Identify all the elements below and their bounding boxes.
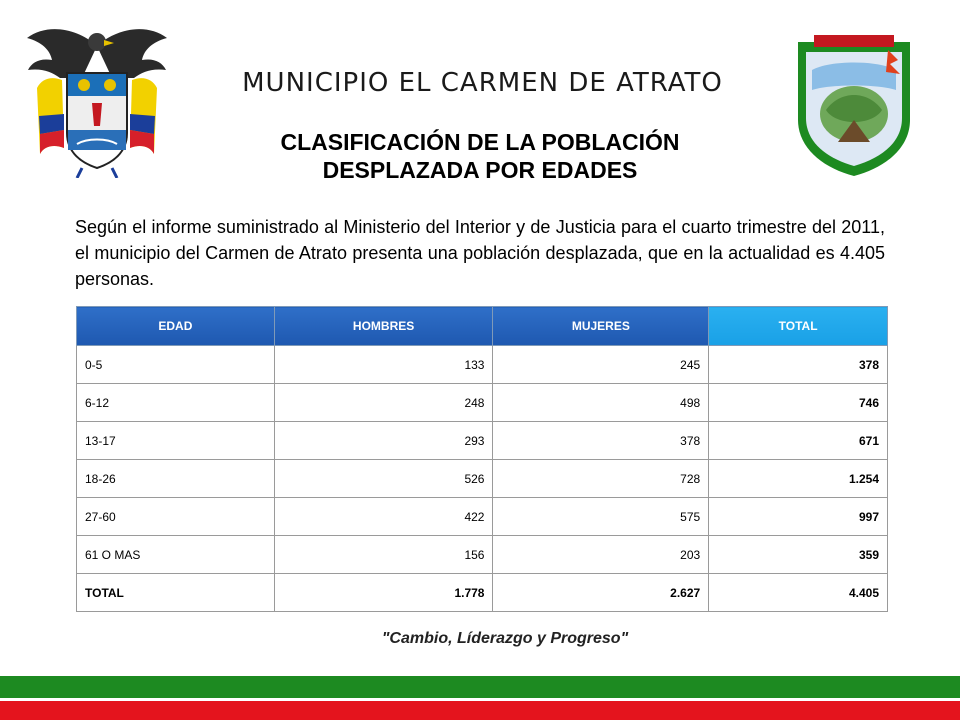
cell-edad: 61 O MAS (77, 536, 275, 574)
cell-mujeres: 245 (493, 346, 709, 384)
cell-edad: 18-26 (77, 460, 275, 498)
municipal-shield-icon (790, 30, 918, 180)
table-header-row (77, 307, 888, 346)
cell-hombres: 526 (274, 460, 493, 498)
cell-total: 746 (709, 384, 888, 422)
table-row (77, 346, 888, 384)
table-row (77, 536, 888, 574)
table-row (77, 498, 888, 536)
intro-paragraph: Según el informe suministrado al Ministerio del Interior y de Justicia para el cuarto trimestre del 2011, el municipio del Carmen de Atrato presenta una población desplazada, que en la actualidad es 4.405 personas. (75, 217, 885, 289)
slogan: "Cambio, Líderazgo y Progreso" (381, 630, 629, 647)
header-hombres: HOMBRES (274, 307, 493, 346)
municipio-heading: MUNICIPIO EL CARMEN DE ATRATO (242, 68, 723, 98)
cell-mujeres: 2.627 (493, 574, 709, 612)
table-row (77, 384, 888, 422)
flag-stripe-red (0, 701, 960, 720)
cell-hombres: 422 (274, 498, 493, 536)
cell-mujeres: 728 (493, 460, 709, 498)
page-title (200, 128, 760, 184)
colombia-coat-of-arms-icon (22, 18, 172, 178)
header-edad: EDAD (77, 307, 275, 346)
cell-total: 4.405 (709, 574, 888, 612)
title-line-1: CLASIFICACIÓN DE LA POBLACIÓN (280, 129, 680, 155)
cell-edad: 27-60 (77, 498, 275, 536)
cell-hombres: 156 (274, 536, 493, 574)
table-total-row (77, 574, 888, 612)
cell-edad: 13-17 (77, 422, 275, 460)
cell-mujeres: 575 (493, 498, 709, 536)
cell-mujeres: 203 (493, 536, 709, 574)
cell-mujeres: 378 (493, 422, 709, 460)
cell-hombres: 133 (274, 346, 493, 384)
cell-total: 378 (709, 346, 888, 384)
cell-total: 997 (709, 498, 888, 536)
cell-total: 1.254 (709, 460, 888, 498)
cell-edad: 6-12 (77, 384, 275, 422)
title-line-2: DESPLAZADA POR EDADES (322, 157, 638, 183)
header-total: TOTAL (709, 307, 888, 346)
cell-hombres: 293 (274, 422, 493, 460)
cell-total: 671 (709, 422, 888, 460)
cell-hombres: 248 (274, 384, 493, 422)
cell-mujeres: 498 (493, 384, 709, 422)
table-row (77, 422, 888, 460)
table-row (77, 460, 888, 498)
cell-hombres: 1.778 (274, 574, 493, 612)
population-table (76, 306, 888, 612)
cell-edad: 0-5 (77, 346, 275, 384)
cell-total: 359 (709, 536, 888, 574)
header-mujeres: MUJERES (493, 307, 709, 346)
flag-stripe-green (0, 676, 960, 698)
cell-edad: TOTAL (77, 574, 275, 612)
